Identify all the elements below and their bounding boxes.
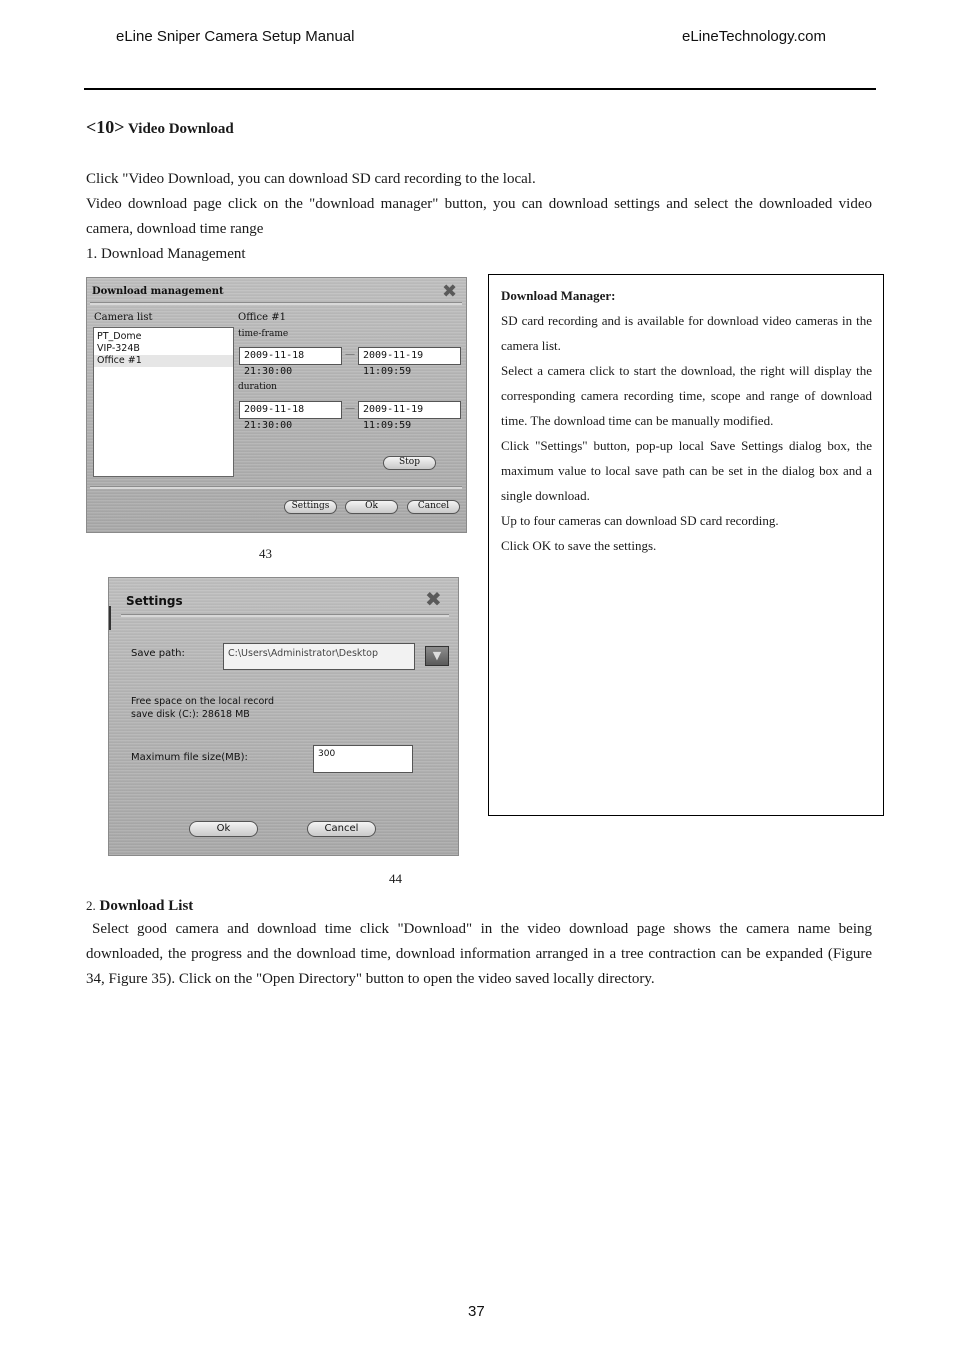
figure-44-caption: 44 bbox=[389, 871, 402, 886]
sidebox-paragraph: Select a camera click to start the download, the right will display the corresponding camera recording time, scope and range of download time. The download time can be manually modified. bbox=[501, 363, 872, 428]
save-path-field[interactable]: C:\Users\Administrator\Desktop bbox=[223, 643, 415, 670]
stop-button[interactable]: Stop bbox=[383, 456, 436, 470]
max-file-size-field[interactable]: 300 bbox=[313, 745, 413, 773]
sidebox-heading: Download Manager: bbox=[501, 288, 616, 303]
camera-list-item-selected[interactable]: Office #1 bbox=[94, 355, 233, 367]
timeframe-label: time-frame bbox=[238, 329, 289, 339]
ok-button[interactable]: Ok bbox=[345, 500, 398, 514]
camera-list-item[interactable]: PT_Dome bbox=[97, 331, 142, 342]
free-space-line-1: Free space on the local record bbox=[131, 696, 275, 707]
selected-camera-label: Office #1 bbox=[238, 312, 286, 323]
title-separator bbox=[90, 302, 462, 305]
settings-title: Settings bbox=[126, 594, 183, 608]
timeframe-end-field[interactable]: 2009-11-19 11:09:59 bbox=[358, 347, 461, 365]
close-icon[interactable]: ✖ bbox=[442, 281, 458, 302]
settings-button[interactable]: Settings bbox=[284, 500, 337, 514]
section-title: Video Download bbox=[128, 121, 234, 137]
subsection-2-title: Download List bbox=[99, 898, 194, 914]
settings-ok-button[interactable]: Ok bbox=[189, 821, 258, 837]
header-website: eLineTechnology.com bbox=[682, 28, 826, 45]
duration-start-field[interactable]: 2009-11-18 21:30:00 bbox=[239, 401, 342, 419]
page-number: 37 bbox=[468, 1303, 485, 1320]
free-space-line-2: save disk (C:): 28618 MB bbox=[131, 709, 250, 720]
browse-dropdown-icon[interactable]: ▼ bbox=[425, 646, 449, 666]
range-dash: — bbox=[345, 403, 355, 414]
sidebox-paragraph: Click OK to save the settings. bbox=[501, 538, 657, 553]
figure-43-caption: 43 bbox=[259, 546, 272, 561]
dialog-title: Download management bbox=[92, 286, 224, 297]
title-separator bbox=[121, 614, 449, 617]
intro-line-1: Click "Video Download, you can download SD card recording to the local. bbox=[86, 171, 536, 187]
subsection-2-body: Select good camera and download time click "Download" in the video download page shows the camera name being downloaded, the progress and the download time, download information arranged in a tree contraction can be expanded (Figure 34, Figure 35). Click on the "Open Directory" button to open the video saved locally directory. bbox=[86, 921, 872, 987]
intro-line-2: Video download page click on the "download manager" button, you can download settings and select the downloaded video camera, download time range bbox=[86, 196, 872, 237]
settings-screenshot bbox=[108, 577, 459, 856]
section-number: <10> bbox=[86, 117, 125, 137]
camera-list[interactable] bbox=[93, 327, 234, 477]
range-dash: — bbox=[345, 349, 355, 360]
header-rule bbox=[84, 88, 876, 90]
duration-end-field[interactable]: 2009-11-19 11:09:59 bbox=[358, 401, 461, 419]
sidebox-paragraph: Up to four cameras can download SD card recording. bbox=[501, 513, 779, 528]
timeframe-start-field[interactable]: 2009-11-18 21:30:00 bbox=[239, 347, 342, 365]
close-icon[interactable]: ✖ bbox=[425, 587, 442, 611]
sidebox-paragraph: Click "Settings" button, pop-up local Save Settings dialog box, the maximum value to local save path can be set in the dialog box and a single download. bbox=[501, 438, 872, 503]
subsection-2-number: 2. bbox=[86, 898, 96, 913]
download-management-screenshot bbox=[86, 277, 467, 533]
subsection-2-heading bbox=[86, 893, 872, 919]
settings-cancel-button[interactable]: Cancel bbox=[307, 821, 376, 837]
header-title: eLine Sniper Camera Setup Manual bbox=[116, 28, 355, 45]
max-file-size-label: Maximum file size(MB): bbox=[131, 752, 248, 763]
subsection-1-title: 1. Download Management bbox=[86, 246, 246, 262]
window-edge bbox=[109, 606, 111, 630]
camera-list-item[interactable]: VIP-324B bbox=[97, 343, 140, 354]
bottom-separator bbox=[90, 486, 462, 489]
sidebox-paragraph: SD card recording and is available for download video cameras in the camera list. bbox=[501, 313, 872, 353]
download-manager-description-box bbox=[488, 274, 884, 816]
section-heading bbox=[86, 117, 234, 138]
save-path-label: Save path: bbox=[131, 648, 185, 659]
cancel-button[interactable]: Cancel bbox=[407, 500, 460, 514]
camera-list-label: Camera list bbox=[94, 312, 153, 323]
duration-label: duration bbox=[238, 382, 277, 392]
